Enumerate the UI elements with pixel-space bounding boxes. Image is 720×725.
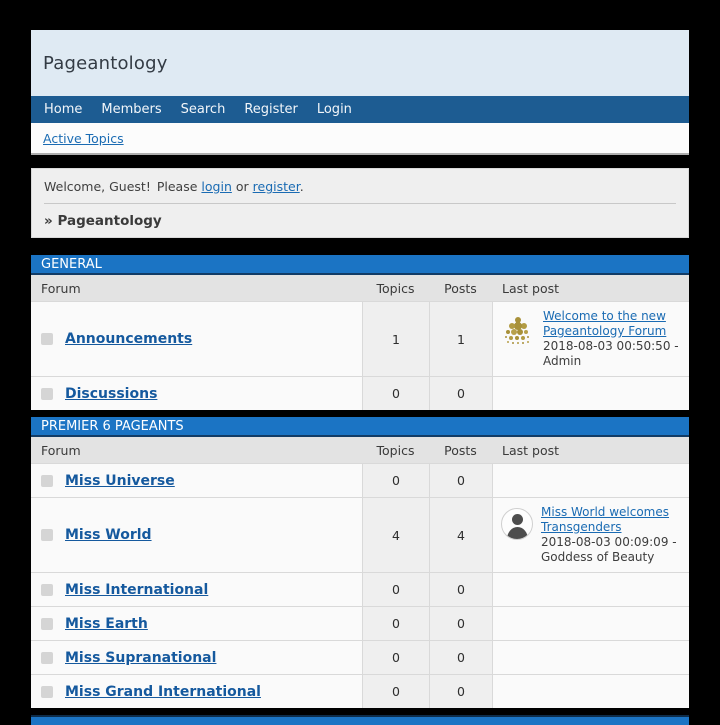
posts-count: 0 bbox=[429, 377, 492, 410]
forum-link[interactable]: Miss Supranational bbox=[65, 649, 217, 666]
column-header-forum: Forum bbox=[41, 442, 81, 458]
section-header-bar bbox=[31, 417, 689, 437]
forum-row bbox=[31, 640, 689, 674]
section-title: PREMIER 6 PAGEANTS bbox=[41, 418, 184, 434]
column-header-posts: Posts bbox=[444, 442, 477, 458]
forum-status-icon bbox=[41, 618, 53, 630]
last-post-cell bbox=[492, 464, 689, 497]
topics-count: 0 bbox=[362, 377, 429, 410]
welcome-message bbox=[44, 179, 676, 194]
active-topics-bar bbox=[31, 123, 689, 155]
last-post-link[interactable]: Miss World welcomes Transgenders bbox=[541, 505, 670, 534]
column-header-forum: Forum bbox=[41, 280, 81, 296]
forum-status-icon bbox=[41, 388, 53, 400]
forum-row bbox=[31, 497, 689, 572]
posts-count: 0 bbox=[429, 675, 492, 708]
posts-count: 1 bbox=[429, 302, 492, 376]
forum-status-icon bbox=[41, 652, 53, 664]
forum-name-cell bbox=[31, 641, 362, 674]
section-header-bar bbox=[31, 255, 689, 275]
forum-row bbox=[31, 463, 689, 497]
forum-status-icon bbox=[41, 333, 53, 345]
topics-count: 0 bbox=[362, 573, 429, 606]
column-header-last-post: Last post bbox=[502, 442, 560, 458]
forum-status-icon bbox=[41, 584, 53, 596]
topics-count: 0 bbox=[362, 641, 429, 674]
main-nav bbox=[31, 96, 689, 123]
nav-item-login[interactable]: Login bbox=[316, 102, 352, 117]
forum-status-icon bbox=[41, 475, 53, 487]
forum-name-cell bbox=[31, 675, 362, 708]
forum-status-icon bbox=[41, 529, 53, 541]
gold-dots-shape bbox=[515, 317, 521, 323]
forum-link[interactable]: Miss Earth bbox=[65, 615, 148, 632]
forum-row bbox=[31, 606, 689, 640]
posts-count: 0 bbox=[429, 573, 492, 606]
next-section-header-bar bbox=[31, 715, 689, 725]
forum-page bbox=[31, 30, 689, 725]
nav-item-members[interactable]: Members bbox=[101, 102, 162, 117]
forum-name-cell bbox=[31, 498, 362, 572]
welcome-please: Please bbox=[156, 179, 198, 194]
posts-count: 0 bbox=[429, 607, 492, 640]
topics-count: 1 bbox=[362, 302, 429, 376]
welcome-greeting: Welcome, Guest! bbox=[44, 179, 151, 194]
topics-count: 4 bbox=[362, 498, 429, 572]
forum-link[interactable]: Miss International bbox=[65, 581, 209, 598]
last-post-cell bbox=[492, 675, 689, 708]
last-post-meta: 2018-08-03 00:50:50 - Admin bbox=[543, 339, 679, 368]
posts-count: 0 bbox=[429, 641, 492, 674]
forum-link[interactable]: Miss Universe bbox=[65, 472, 175, 489]
column-header-topics: Topics bbox=[376, 280, 415, 296]
site-title: Pageantology bbox=[43, 52, 168, 74]
posts-count: 0 bbox=[429, 464, 492, 497]
posts-count: 4 bbox=[429, 498, 492, 572]
table-header-row bbox=[31, 437, 689, 463]
forum-link[interactable]: Miss World bbox=[65, 527, 152, 543]
forum-section bbox=[31, 255, 689, 410]
topics-count: 0 bbox=[362, 607, 429, 640]
welcome-or: or bbox=[235, 179, 249, 194]
avatar-body-shape bbox=[507, 527, 528, 540]
last-post-cell bbox=[492, 377, 689, 410]
register-link[interactable]: register bbox=[252, 179, 300, 194]
forum-section bbox=[31, 417, 689, 708]
active-topics-link[interactable]: Active Topics bbox=[43, 130, 124, 146]
forum-name-cell bbox=[31, 377, 362, 410]
last-post-meta: 2018-08-03 00:09:09 - Goddess of Beauty bbox=[541, 535, 677, 564]
welcome-period: . bbox=[299, 179, 304, 194]
column-header-last-post: Last post bbox=[502, 280, 560, 296]
breadcrumb-label: Pageantology bbox=[57, 213, 162, 229]
forum-link[interactable]: Discussions bbox=[65, 385, 158, 402]
forum-row bbox=[31, 674, 689, 708]
forum-link[interactable]: Miss Grand International bbox=[65, 683, 261, 700]
login-link[interactable]: login bbox=[201, 179, 232, 194]
breadcrumb bbox=[44, 213, 676, 229]
last-post-info bbox=[543, 309, 683, 369]
forum-link[interactable]: Announcements bbox=[65, 331, 193, 347]
site-header bbox=[31, 30, 689, 96]
last-post-cell bbox=[492, 641, 689, 674]
forum-name-cell bbox=[31, 607, 362, 640]
forum-name-cell bbox=[31, 573, 362, 606]
table-header-row bbox=[31, 275, 689, 301]
person-avatar bbox=[501, 508, 533, 540]
forum-sections bbox=[31, 255, 689, 708]
welcome-panel bbox=[31, 168, 689, 238]
nav-item-home[interactable]: Home bbox=[44, 102, 83, 117]
section-title: GENERAL bbox=[41, 256, 102, 272]
breadcrumb-symbol: » bbox=[44, 213, 53, 229]
avatar-head-shape bbox=[512, 514, 523, 525]
forum-row bbox=[31, 376, 689, 410]
topics-count: 0 bbox=[362, 675, 429, 708]
topics-count: 0 bbox=[362, 464, 429, 497]
last-post-cell bbox=[492, 498, 689, 572]
forum-status-icon bbox=[41, 686, 53, 698]
divider bbox=[44, 203, 676, 204]
last-post-cell bbox=[492, 607, 689, 640]
gold-dots-avatar bbox=[501, 315, 535, 347]
last-post-link[interactable]: Welcome to the new Pageantology Forum bbox=[543, 309, 667, 338]
forum-name-cell bbox=[31, 464, 362, 497]
forum-row bbox=[31, 572, 689, 606]
nav-item-register[interactable]: Register bbox=[244, 102, 298, 117]
last-post-cell bbox=[492, 573, 689, 606]
forum-row bbox=[31, 301, 689, 376]
column-header-topics: Topics bbox=[376, 442, 415, 458]
nav-item-search[interactable]: Search bbox=[180, 102, 226, 117]
column-header-posts: Posts bbox=[444, 280, 477, 296]
forum-name-cell bbox=[31, 302, 362, 376]
last-post-cell bbox=[492, 302, 689, 376]
last-post-info bbox=[541, 505, 683, 565]
